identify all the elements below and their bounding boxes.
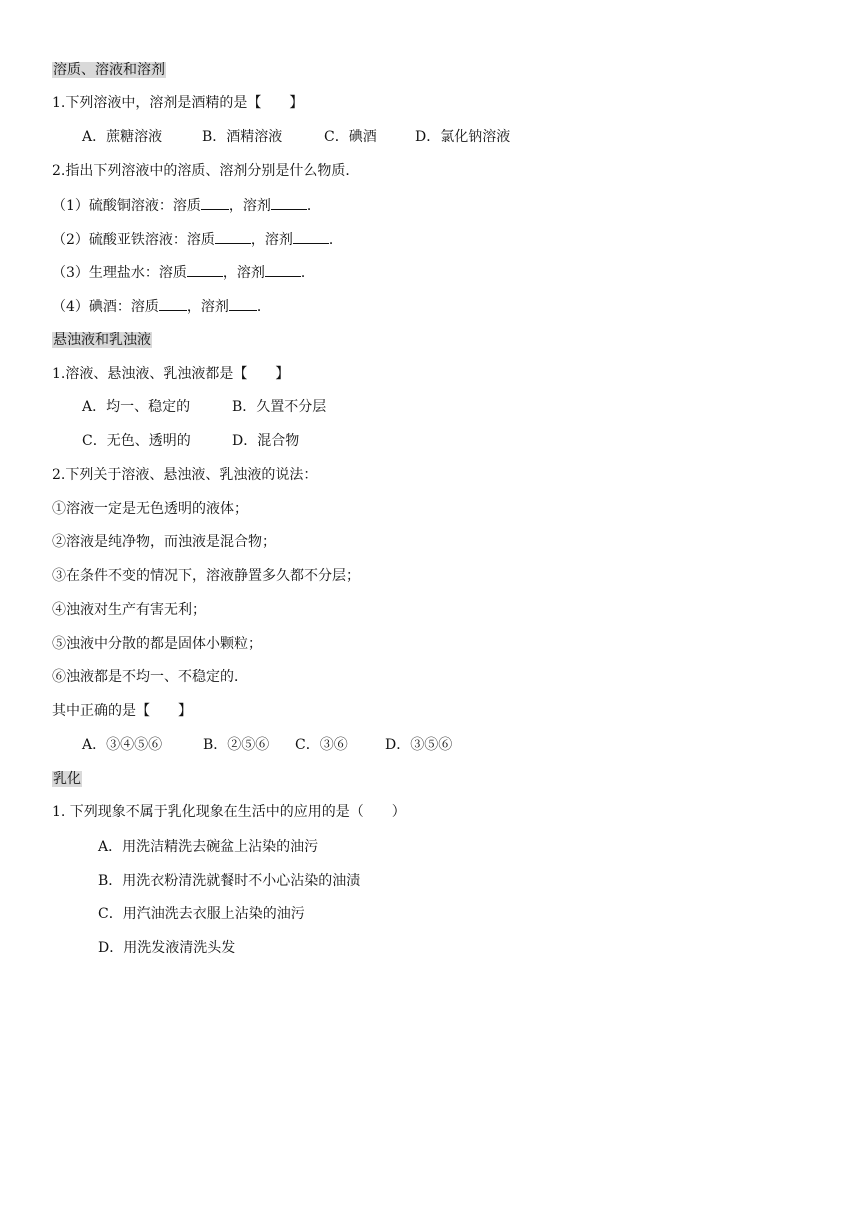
heading-text: 乳化 bbox=[53, 771, 81, 787]
fill-in-item bbox=[52, 229, 343, 250]
item-prefix: （2）硫酸亚铁溶液：溶质 bbox=[52, 232, 215, 248]
option-c: C．无色、透明的 bbox=[82, 433, 191, 449]
question-text: 1.溶液、悬浊液、乳浊液都是【 】 bbox=[52, 366, 290, 382]
fill-in-item bbox=[52, 262, 315, 283]
item-prefix: （4）碘酒：溶质 bbox=[52, 299, 159, 315]
section-heading-suspension bbox=[52, 330, 152, 350]
option-d: D．③⑤⑥ bbox=[385, 737, 453, 753]
option-a: A．用洗洁精洗去碗盆上沾染的油污 bbox=[98, 839, 319, 855]
fill-in-item bbox=[52, 296, 271, 317]
question-text: 1.下列溶液中，溶剂是酒精的是【 】 bbox=[52, 95, 304, 111]
item-mid: ，溶剂 bbox=[222, 265, 265, 281]
item-mid: ，溶剂 bbox=[186, 299, 229, 315]
answer-blank[interactable] bbox=[159, 296, 187, 311]
heading-text: 溶质、溶液和溶剂 bbox=[53, 62, 165, 78]
item-end: ． bbox=[300, 265, 315, 281]
item-end: ． bbox=[256, 299, 271, 315]
item-prefix: （3）生理盐水：溶质 bbox=[52, 265, 187, 281]
option-c: C．碘酒 bbox=[324, 129, 377, 145]
answer-blank[interactable] bbox=[293, 229, 329, 244]
option-b: B．酒精溶液 bbox=[202, 129, 283, 145]
option-a: A．均一、稳定的 bbox=[82, 399, 191, 415]
heading-text: 悬浊液和乳浊液 bbox=[53, 332, 151, 348]
item-mid: ，溶剂 bbox=[250, 232, 293, 248]
option-a: A．③④⑤⑥ bbox=[82, 737, 163, 753]
answer-blank[interactable] bbox=[265, 262, 301, 277]
statement-2: ②溶液是纯净物，而浊液是混合物； bbox=[52, 534, 276, 550]
question-text: 2.指出下列溶液中的溶质、溶剂分别是什么物质． bbox=[52, 163, 360, 179]
statement-1: ①溶液一定是无色透明的液体； bbox=[52, 501, 248, 517]
fill-in-item bbox=[52, 195, 321, 216]
item-end: ． bbox=[328, 232, 343, 248]
item-mid: ，溶剂 bbox=[228, 198, 271, 214]
question-text: 2.下列关于溶液、悬浊液、乳浊液的说法： bbox=[52, 467, 318, 483]
option-b: B．②⑤⑥ bbox=[203, 737, 270, 753]
option-b: B．久置不分层 bbox=[232, 399, 327, 415]
section-heading-solute bbox=[52, 60, 166, 80]
option-c: C．用汽油洗去衣服上沾染的油污 bbox=[98, 906, 305, 922]
option-row bbox=[82, 127, 510, 147]
answer-blank[interactable] bbox=[201, 195, 229, 210]
answer-blank[interactable] bbox=[229, 296, 257, 311]
section-heading-emulsification bbox=[52, 769, 82, 789]
statement-4: ④浊液对生产有害无利； bbox=[52, 602, 206, 618]
option-c: C．③⑥ bbox=[295, 737, 348, 753]
option-row bbox=[82, 735, 452, 755]
answer-blank[interactable] bbox=[187, 262, 223, 277]
option-row bbox=[82, 397, 326, 417]
question-text: 1. 下列现象不属于乳化现象在生活中的应用的是（ ） bbox=[52, 804, 406, 820]
option-d: D．氯化钠溶液 bbox=[415, 129, 511, 145]
statement-5: ⑤浊液中分散的都是固体小颗粒； bbox=[52, 636, 262, 652]
item-end: ． bbox=[306, 198, 321, 214]
answer-blank[interactable] bbox=[271, 195, 307, 210]
option-row bbox=[82, 431, 299, 451]
option-d: D．混合物 bbox=[232, 433, 300, 449]
answer-blank[interactable] bbox=[215, 229, 251, 244]
statement-3: ③在条件不变的情况下，溶液静置多久都不分层； bbox=[52, 568, 360, 584]
option-d: D．用洗发液清洗头发 bbox=[98, 940, 236, 956]
item-prefix: （1）硫酸铜溶液：溶质 bbox=[52, 198, 201, 214]
statement-6: ⑥浊液都是不均一、不稳定的． bbox=[52, 669, 248, 685]
option-b: B．用洗衣粉清洗就餐时不小心沾染的油渍 bbox=[98, 873, 361, 889]
question-ask: 其中正确的是【 】 bbox=[52, 703, 192, 719]
option-a: A．蔗糖溶液 bbox=[82, 129, 163, 145]
